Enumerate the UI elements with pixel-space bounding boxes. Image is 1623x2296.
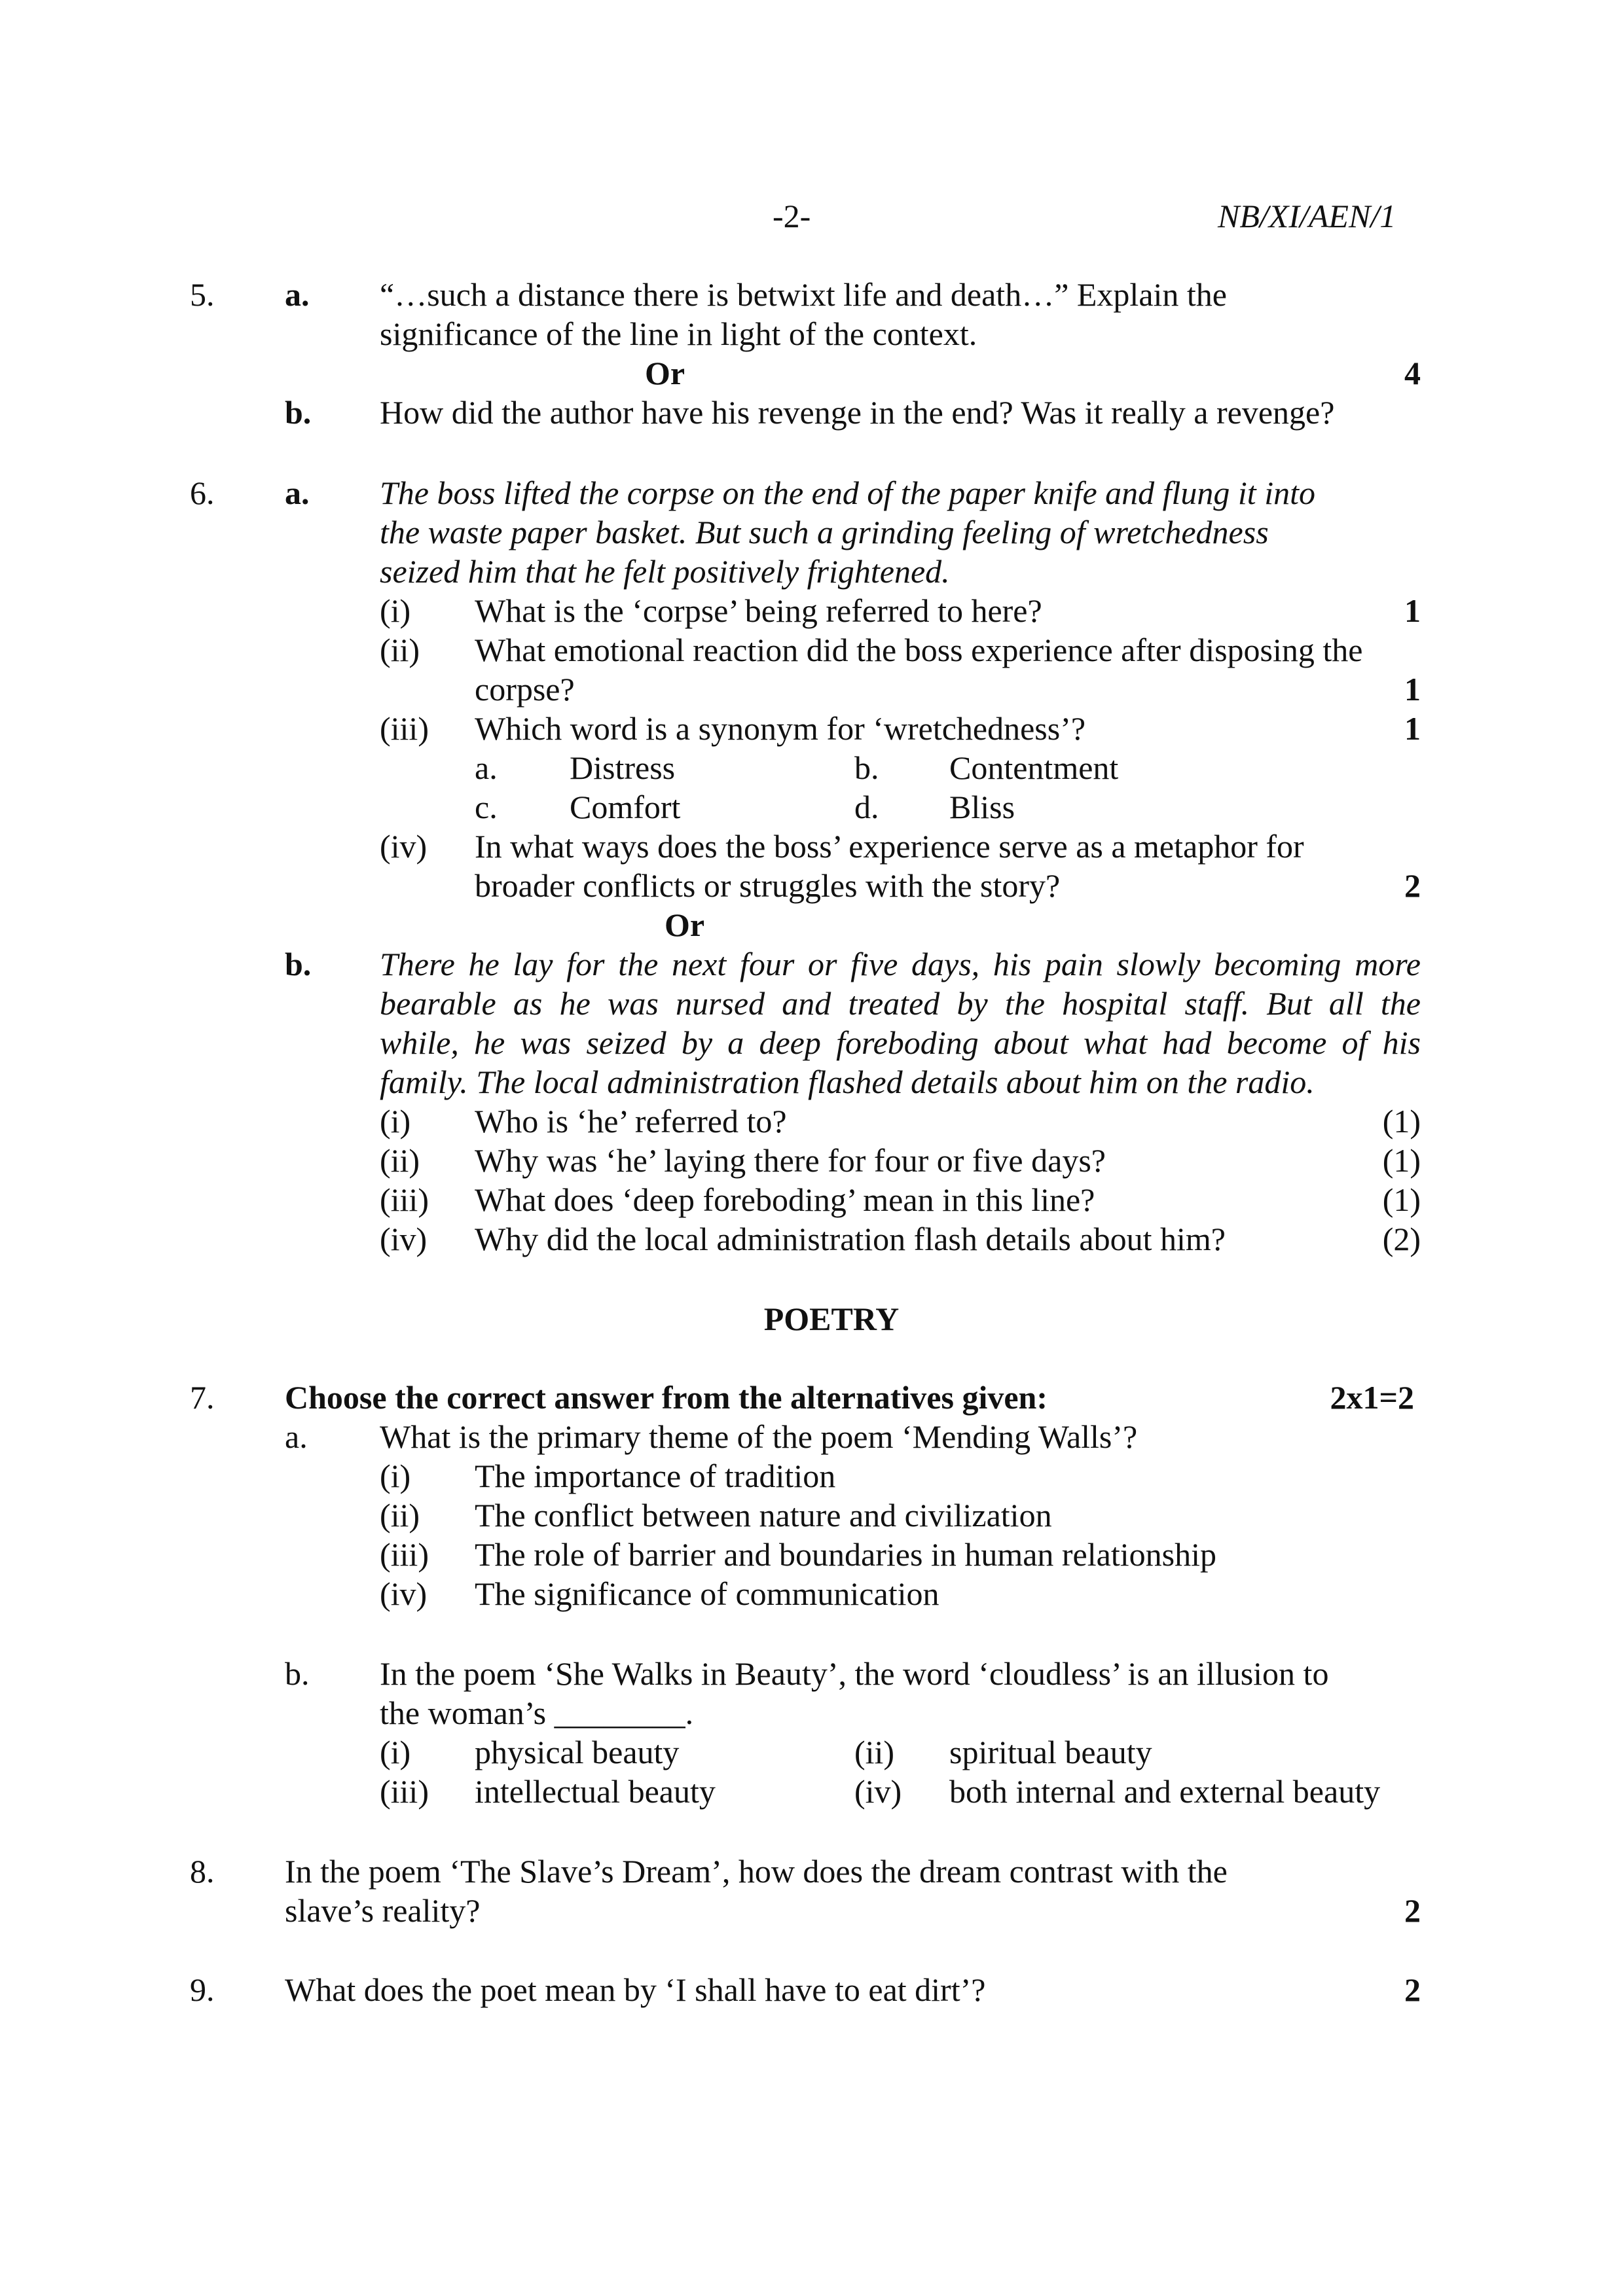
- q6-a-passage-line: The boss lifted the corpse on the end of the paper knife and flung it into: [380, 475, 1315, 511]
- q7-b-line1: In the poem ‘She Walks in Beauty’, the word ‘cloudless’ is an illusion to: [380, 1655, 1329, 1692]
- option-label: a.: [475, 749, 498, 786]
- q6-a-q2-line1: What emotional reaction did the boss experience after disposing the: [475, 632, 1363, 668]
- q6-b-question-marks: (2): [1382, 1221, 1421, 1257]
- q6-a-q3-text: Which word is a synonym for ‘wretchedness’?: [475, 710, 1086, 747]
- q6-b-question-num: (iv): [380, 1221, 428, 1257]
- option-text: Distress: [570, 749, 676, 786]
- q7-b-option-num: (ii): [854, 1734, 895, 1770]
- q8-line2: slave’s reality?: [285, 1892, 481, 1929]
- option-text: Bliss: [949, 789, 1015, 825]
- q6-a-q3-num: (iii): [380, 710, 429, 747]
- q6-a-q3-marks: 1: [1404, 710, 1421, 747]
- q7-a-text: What is the primary theme of the poem ‘Mending Walls’?: [380, 1418, 1138, 1455]
- option-text: Contentment: [949, 749, 1119, 786]
- q6-b-question-text: Why was ‘he’ laying there for four or five days?: [475, 1142, 1106, 1179]
- q7-number: 7.: [190, 1379, 215, 1416]
- q7-b-label: b.: [285, 1655, 310, 1692]
- q6-b-question-text: Who is ‘he’ referred to?: [475, 1103, 787, 1139]
- q6-b-question-num: (i): [380, 1103, 411, 1139]
- q6-a-q1-text: What is the ‘corpse’ being referred to here?: [475, 592, 1042, 629]
- q6-b-passage-line: There he lay for the next four or five days, his pain slowly becoming more: [380, 946, 1421, 982]
- q8-marks: 2: [1404, 1892, 1421, 1929]
- q7-b-option-text: physical beauty: [475, 1734, 680, 1770]
- q6-or: Or: [665, 906, 705, 943]
- q6-b-question-marks: (1): [1382, 1181, 1421, 1218]
- q7-a-label: a.: [285, 1418, 308, 1455]
- poetry-heading: POETRY: [763, 1300, 900, 1337]
- q6-b-question-num: (ii): [380, 1142, 420, 1179]
- q6-a-passage-line: seized him that he felt positively frightened.: [380, 553, 950, 590]
- q7-a-option-text: The significance of communication: [475, 1575, 939, 1612]
- q6-a-q2-line2: corpse?: [475, 671, 575, 708]
- q7-instruction: Choose the correct answer from the alternatives given:: [285, 1379, 1048, 1416]
- q7-b-option-text: both internal and external beauty: [949, 1773, 1381, 1810]
- q7-a-option-num: (iii): [380, 1536, 429, 1573]
- q6-a-label: a.: [285, 475, 310, 511]
- q5-a-line1: “…such a distance there is betwixt life and death…” Explain the: [380, 276, 1227, 313]
- q6-b-passage-line: while, he was seized by a deep foreboding about what had become of his: [380, 1024, 1421, 1061]
- paper-code: NB/XI/AEN/1: [1218, 198, 1396, 234]
- q6-b-passage-line: bearable as he was nursed and treated by the hospital staff. But all the: [380, 985, 1421, 1022]
- q7-b-option-num: (i): [380, 1734, 411, 1770]
- q7-a-option-num: (i): [380, 1458, 411, 1494]
- q6-a-q1-marks: 1: [1404, 592, 1421, 629]
- q5-a-line2: significance of the line in light of the context.: [380, 315, 977, 352]
- q6-b-question-text: What does ‘deep foreboding’ mean in this line?: [475, 1181, 1095, 1218]
- q7-b-option-text: spiritual beauty: [949, 1734, 1152, 1770]
- q7-b-option-text: intellectual beauty: [475, 1773, 716, 1810]
- option-label: c.: [475, 789, 498, 825]
- q5-number: 5.: [190, 276, 215, 313]
- q6-b-question-marks: (1): [1382, 1103, 1421, 1139]
- q6-a-q4-line1: In what ways does the boss’ experience serve as a metaphor for: [475, 828, 1304, 865]
- q6-a-q2-num: (ii): [380, 632, 420, 668]
- q6-b-passage-line: family. The local administration flashed details about him on the radio.: [380, 1064, 1315, 1100]
- q8-number: 8.: [190, 1853, 215, 1890]
- q6-a-q4-marks: 2: [1404, 867, 1421, 904]
- q5-b-text: How did the author have his revenge in the end? Was it really a revenge?: [380, 394, 1335, 431]
- q6-b-question-num: (iii): [380, 1181, 429, 1218]
- q7-a-option-num: (iv): [380, 1575, 428, 1612]
- q9-marks: 2: [1404, 1971, 1421, 2008]
- q7-b-line2: the woman’s ________.: [380, 1695, 694, 1731]
- q5-marks: 4: [1404, 355, 1421, 391]
- q6-b-question-text: Why did the local administration flash details about him?: [475, 1221, 1226, 1257]
- q7-marks: 2x1=2: [1330, 1379, 1414, 1416]
- q5-b-label: b.: [285, 394, 312, 431]
- q6-a-passage-line: the waste paper basket. But such a grinding feeling of wretchedness: [380, 514, 1269, 550]
- q7-a-option-text: The conflict between nature and civilization: [475, 1497, 1052, 1534]
- option-label: b.: [854, 749, 879, 786]
- q6-b-label: b.: [285, 946, 312, 982]
- option-label: d.: [854, 789, 879, 825]
- q7-b-option-num: (iv): [854, 1773, 902, 1810]
- q6-number: 6.: [190, 475, 215, 511]
- page-number: -2-: [773, 198, 811, 234]
- q7-a-option-text: The importance of tradition: [475, 1458, 836, 1494]
- q6-a-q2-marks: 1: [1404, 671, 1421, 708]
- option-text: Comfort: [570, 789, 681, 825]
- q9-text: What does the poet mean by ‘I shall have to eat dirt’?: [285, 1971, 986, 2008]
- q6-a-q4-num: (iv): [380, 828, 428, 865]
- q9-number: 9.: [190, 1971, 215, 2008]
- q6-a-q1-num: (i): [380, 592, 411, 629]
- q6-a-q4-line2: broader conflicts or struggles with the story?: [475, 867, 1061, 904]
- q6-b-question-marks: (1): [1382, 1142, 1421, 1179]
- q8-line1: In the poem ‘The Slave’s Dream’, how does the dream contrast with the: [285, 1853, 1228, 1890]
- q7-b-option-num: (iii): [380, 1773, 429, 1810]
- q5-or: Or: [645, 355, 685, 391]
- q7-a-option-text: The role of barrier and boundaries in human relationship: [475, 1536, 1216, 1573]
- q5-a-label: a.: [285, 276, 310, 313]
- q7-a-option-num: (ii): [380, 1497, 420, 1534]
